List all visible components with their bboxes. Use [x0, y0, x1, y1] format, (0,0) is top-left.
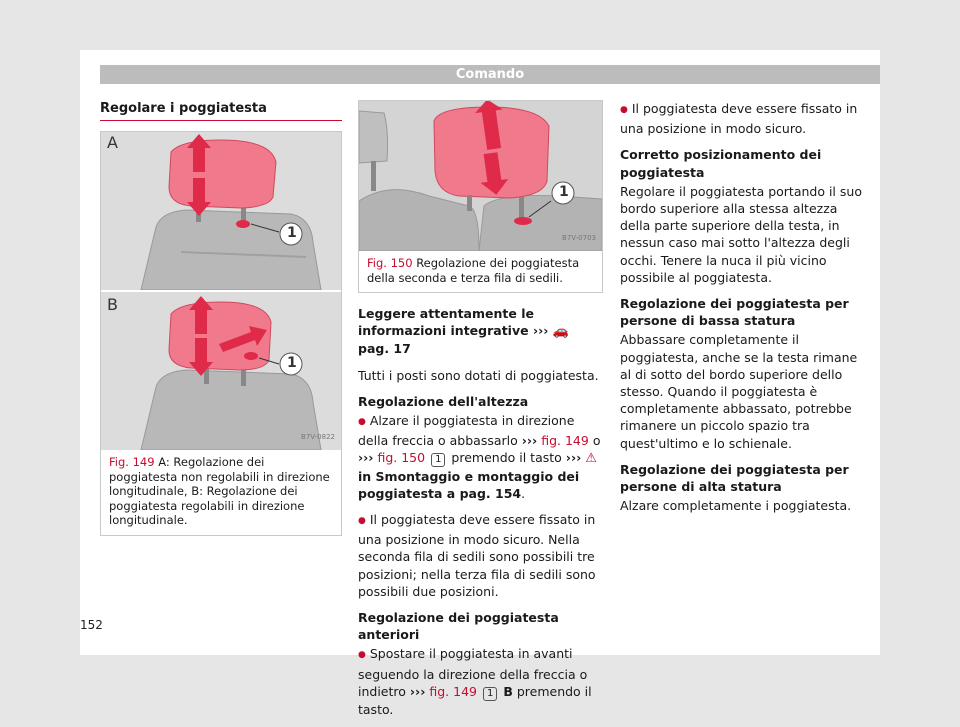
image-code: B7V-0703: [562, 233, 596, 242]
arrow-glyph: ›››: [409, 683, 426, 699]
left-column: [100, 100, 342, 536]
callout-1-a: 1: [287, 225, 297, 242]
callout-1: 1: [559, 184, 569, 200]
manual-page: [80, 50, 880, 717]
right-column: [620, 100, 865, 523]
text: Il poggiatesta deve essere fissato in una posizione in modo sicuro. Nella seconda fila di sedili sono possibili tre posizioni; nella terza fila di sedili sono possibili due posizioni.: [358, 512, 596, 599]
figure-149-panel-b: [101, 292, 341, 450]
figure-149-caption: [101, 450, 341, 535]
text: Spostare il poggiatesta in avanti seguendo la direzione della freccia o indietro: [358, 646, 588, 699]
chapter-header: Comando: [100, 65, 880, 84]
figure-150: [358, 100, 603, 293]
tall-heading: Regolazione dei poggiatesta per persone di alta statura: [620, 461, 849, 495]
callout-number: 1: [483, 687, 497, 701]
notice-paragraph: [358, 305, 603, 358]
figure-149-panel-a: [101, 132, 341, 290]
page-number: 152: [80, 618, 103, 632]
figure-label: Fig. 150: [367, 256, 413, 270]
text: Alzare il poggiatesta in direzione della freccia o abbassarlo: [358, 413, 575, 449]
right-bullet-1: [620, 100, 865, 137]
text: o: [592, 433, 601, 449]
headrest-illustration-b: [101, 292, 341, 450]
notice-text: Leggere attentamente le informazioni integrative: [358, 306, 534, 339]
height-bullet-2: [358, 511, 603, 600]
front-heading: Regolazione dei poggiatesta anteriori: [358, 610, 559, 643]
headrest-illustration-a: [101, 132, 341, 290]
panel-ref: B: [503, 683, 513, 699]
figure-149: [100, 131, 342, 536]
arrow-glyph: ›››: [358, 450, 374, 466]
rear-headrest-illustration: [359, 101, 602, 251]
figure-150-image: [359, 101, 602, 251]
short-heading: Regolazione dei poggiatesta per persone di bassa statura: [620, 296, 849, 329]
fig-150-link[interactable]: fig. 150: [377, 450, 426, 466]
section-title: Regolare i poggiatesta: [100, 100, 342, 121]
tall-text: Alzare completamente i poggiatesta.: [620, 498, 852, 514]
image-code: B7V-0822: [301, 433, 335, 441]
car-icon: 🚗: [552, 324, 569, 340]
figure-label: Fig. 149: [109, 455, 155, 470]
arrow-glyph: ›››: [521, 433, 538, 449]
front-bullet-1: [358, 645, 603, 718]
figure-150-caption: [359, 251, 602, 292]
short-text: Abbassare completamente il poggiatesta, anche se la testa rimane al di sotto del bordo superiore dello stesso. Quando il poggiatesta è completamente abbassato, potrebbe rimanere un piccolo spazio tra quest'ultimo e lo schienale.: [620, 332, 858, 451]
cross-ref-link[interactable]: in Smontaggio e montaggio dei poggiatesta a pag. 154: [358, 468, 580, 501]
warning-icon: ⚠: [585, 451, 597, 467]
caption-text: A: Regolazione dei poggiatesta non regolabili in direzione longitudinale, B: Regolazione dei poggiatesta regolabili in direzione longitudinale.: [109, 455, 330, 528]
caption-text: Regolazione dei poggiatesta della seconda e terza fila di sedili.: [367, 256, 580, 285]
callout-number: 1: [431, 453, 445, 467]
middle-column: [358, 100, 603, 727]
correct-heading: Corretto posizionamento dei poggiatesta: [620, 147, 822, 180]
text: premendo il tasto.: [358, 683, 592, 717]
fig-149-link[interactable]: fig. 149: [541, 433, 589, 449]
text: .: [521, 485, 526, 501]
panel-letter-a: A: [107, 133, 118, 153]
callout-1-b: 1: [287, 355, 297, 372]
panel-letter-b: B: [107, 295, 118, 315]
arrow-glyph: ›››: [565, 450, 582, 466]
intro-text: Tutti i posti sono dotati di poggiatesta.: [358, 367, 599, 383]
height-bullet-1: [358, 412, 603, 502]
arrow-glyph: ›››: [532, 323, 549, 339]
text: Il poggiatesta deve essere fissato in una posizione in modo sicuro.: [620, 101, 858, 137]
text: premendo il tasto: [451, 450, 562, 466]
page-ref-link[interactable]: pag. 17: [358, 341, 411, 357]
height-heading: Regolazione dell'altezza: [358, 393, 529, 409]
correct-text: Regolare il poggiatesta portando il suo bordo superiore alla stessa altezza della parte superiore della testa, in nessun caso mai sotto l'altezza degli occhi. Tenere la nuca il più vicino possibile al poggiatesta.: [620, 183, 862, 285]
fig-149-link[interactable]: fig. 149: [429, 683, 477, 699]
